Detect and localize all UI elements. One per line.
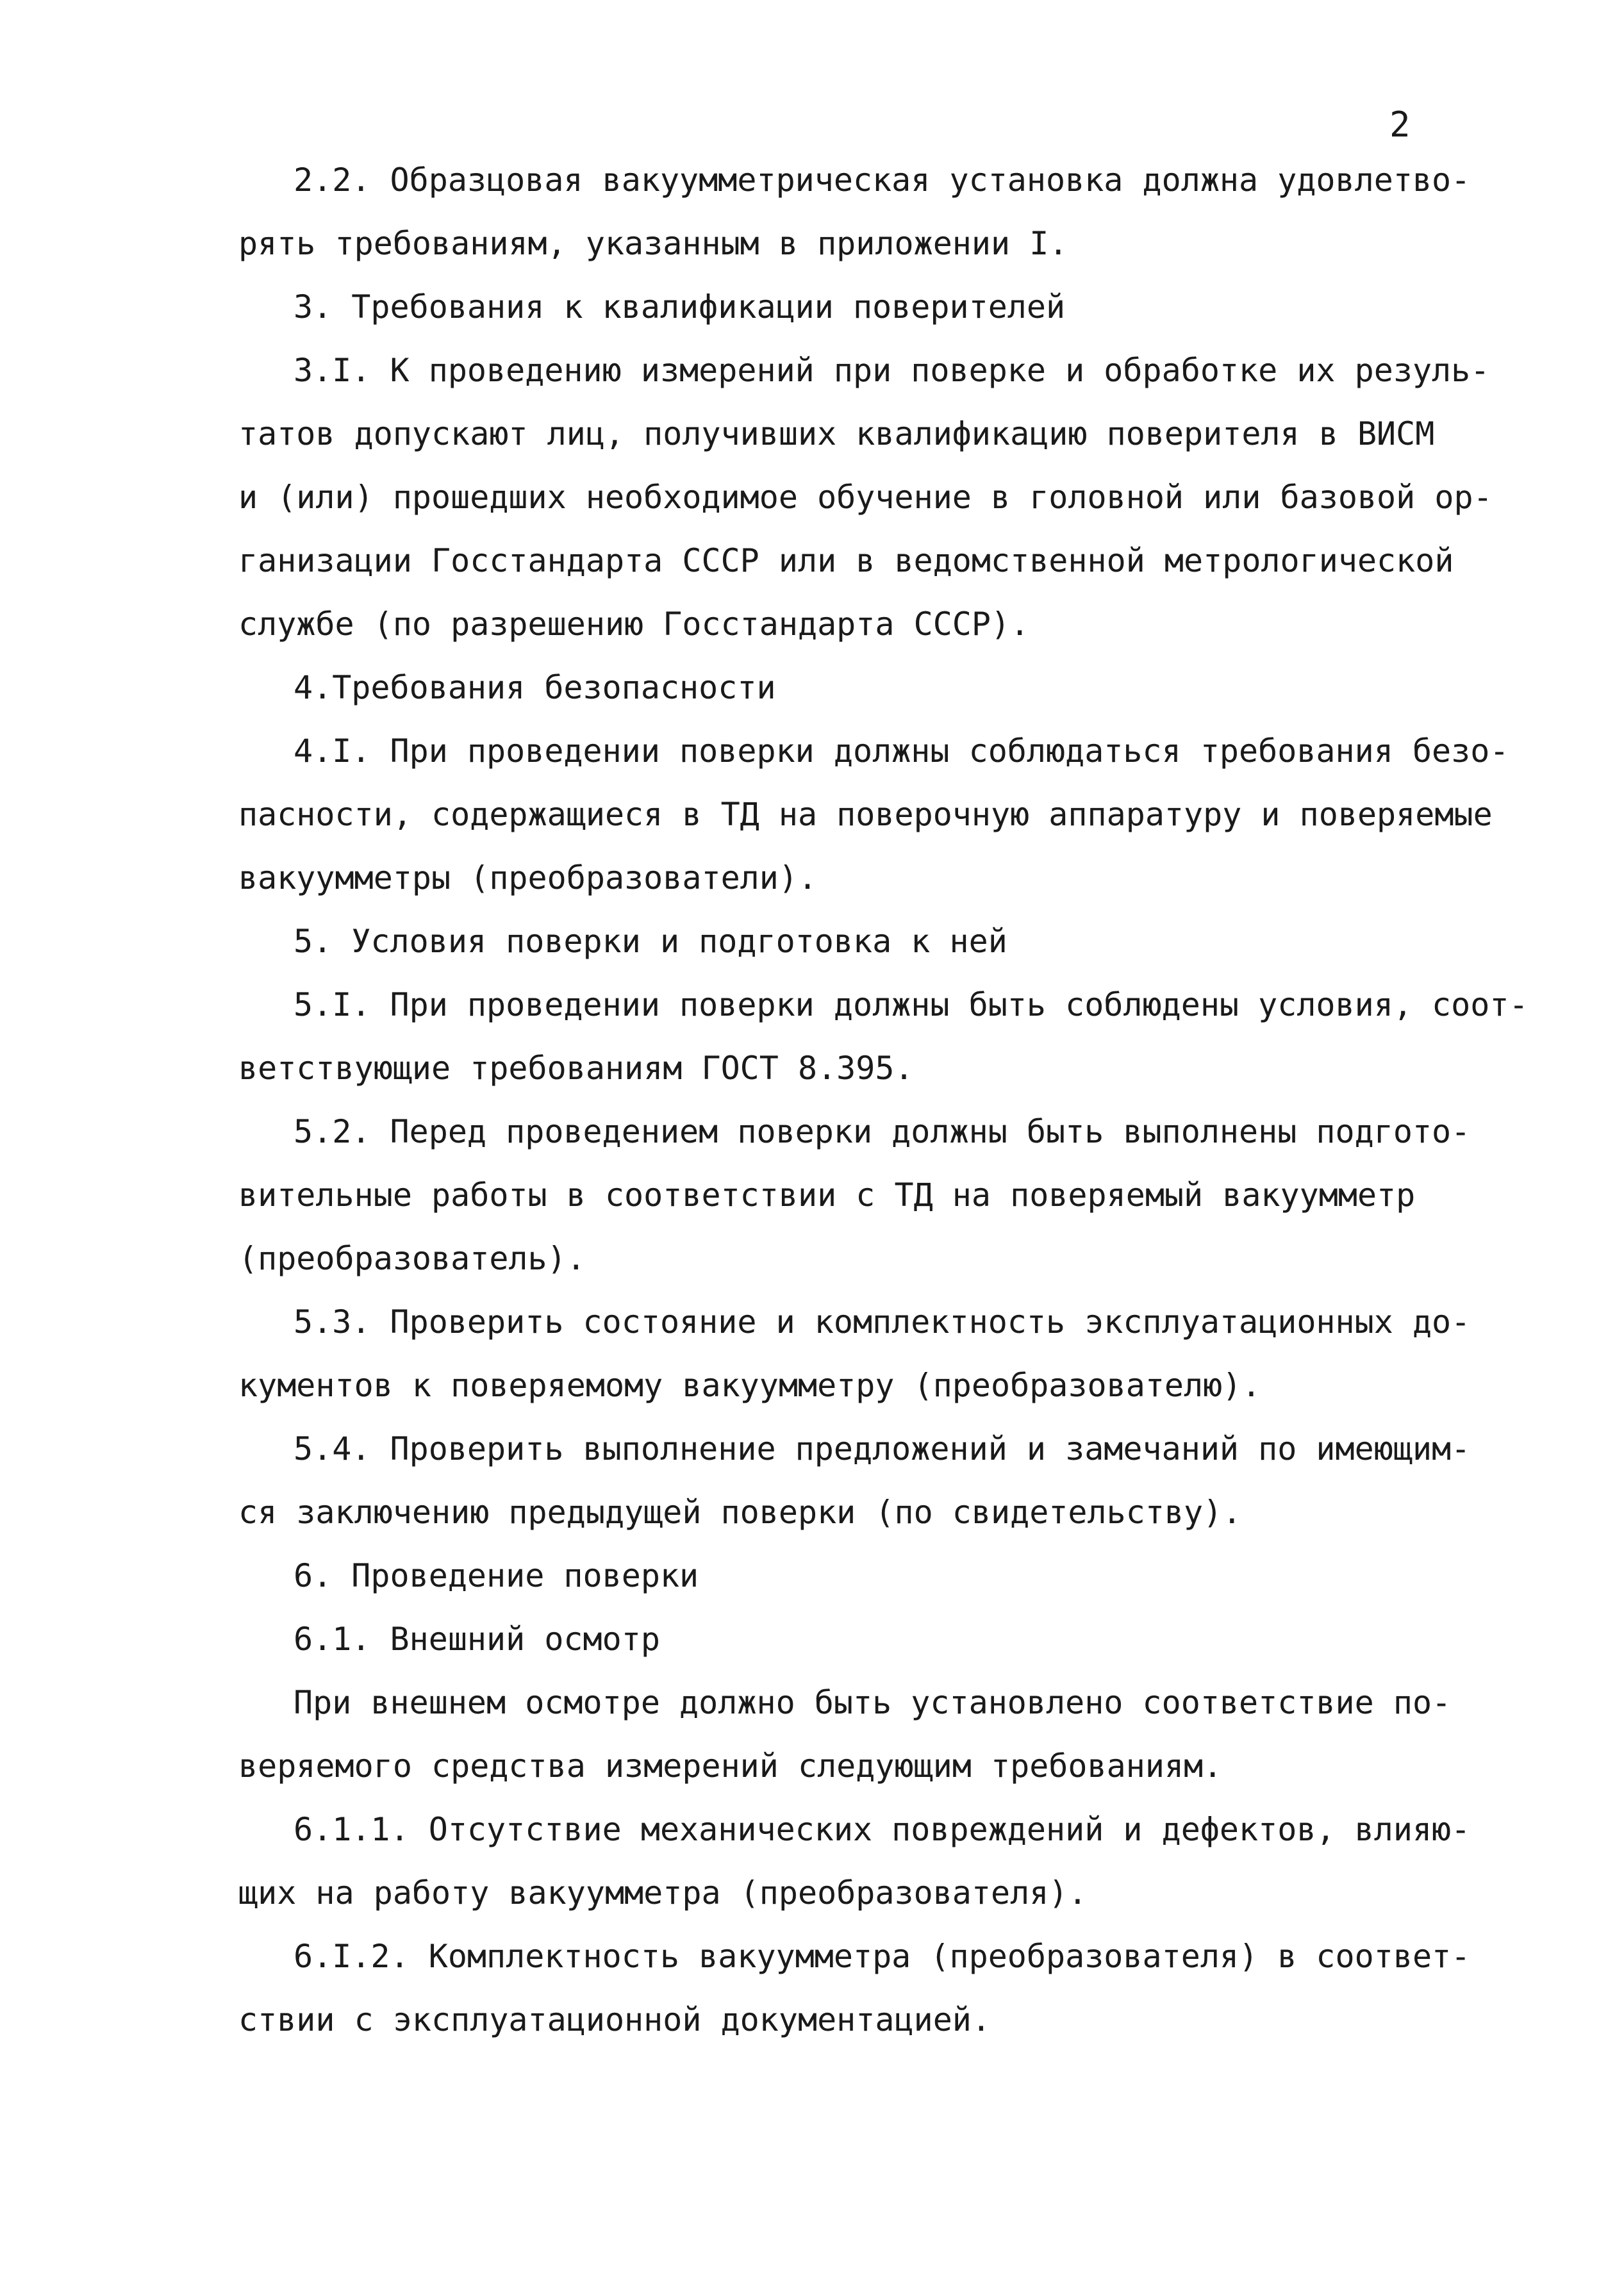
text-line: 6.1.1. Отсутствие механических повреждений и дефектов, влияю- xyxy=(294,1811,1471,1848)
text-line: 5.I. При проведении поверки должны быть соблюдены условия, соот- xyxy=(294,986,1529,1023)
page-number: 2 xyxy=(1389,104,1411,145)
text-line: 2.2. Образцовая вакуумметрическая установка должна удовлетво- xyxy=(294,161,1471,199)
text-line: 3.I. К проведению измерений при поверке и обработке их резуль- xyxy=(294,352,1490,389)
text-line: При внешнем осмотре должно быть установлено соответствие по- xyxy=(294,1684,1452,1721)
text-line: ствии с эксплуатационной документацией. xyxy=(238,2001,991,2038)
text-line: ветствующие требованиям ГОСТ 8.395. xyxy=(238,1050,914,1087)
text-line: 3. Требования к квалификации поверителей xyxy=(294,288,1066,326)
text-line: пасности, содержащиеся в ТД на поверочную аппаратуру и поверяемые xyxy=(238,796,1493,833)
text-line: вительные работы в соответствии с ТД на поверяемый вакуумметр xyxy=(238,1177,1416,1214)
text-line: 6.I.2. Комплектность вакуумметра (преобразователя) в соответ- xyxy=(294,1938,1471,1975)
text-line: ся заключению предыдущей поверки (по свидетельству). xyxy=(238,1494,1242,1531)
text-line: 4.Требования безопасности xyxy=(294,669,776,706)
text-line: 5.4. Проверить выполнение предложений и замечаний по имеющим- xyxy=(294,1430,1471,1467)
text-line: татов допускают лиц, получивших квалификацию поверителя в ВИСМ xyxy=(238,415,1435,452)
document-body xyxy=(238,149,1559,2052)
text-line: (преобразователь). xyxy=(238,1240,586,1277)
text-line: ганизации Госстандарта СССР или в ведомственной метрологической xyxy=(238,542,1454,579)
text-line: службе (по разрешению Госстандарта СССР). xyxy=(238,606,1030,643)
text-line: 4.I. При проведении поверки должны соблюдаться требования безо- xyxy=(294,732,1509,770)
text-line: 6. Проведение поверки xyxy=(294,1557,699,1594)
text-line: веряемого средства измерений следующим требованиям. xyxy=(238,1747,1223,1785)
text-line: 5.2. Перед проведением поверки должны быть выполнены подгото- xyxy=(294,1113,1471,1150)
text-line: 5. Условия поверки и подготовка к ней xyxy=(294,923,1007,960)
text-line: 6.1. Внешний осмотр xyxy=(294,1621,660,1658)
text-line: 5.3. Проверить состояние и комплектность эксплуатационных до- xyxy=(294,1303,1471,1341)
text-line: рять требованиям, указанным в приложении I. xyxy=(238,225,1068,262)
text-line: щих на работу вакуумметра (преобразователя). xyxy=(238,1874,1088,1912)
text-line: вакуумметры (преобразователи). xyxy=(238,859,818,896)
text-line: кументов к поверяемому вакуумметру (преобразователю). xyxy=(238,1367,1261,1404)
text-line: и (или) прошедших необходимое обучение в головной или базовой ор- xyxy=(238,479,1493,516)
